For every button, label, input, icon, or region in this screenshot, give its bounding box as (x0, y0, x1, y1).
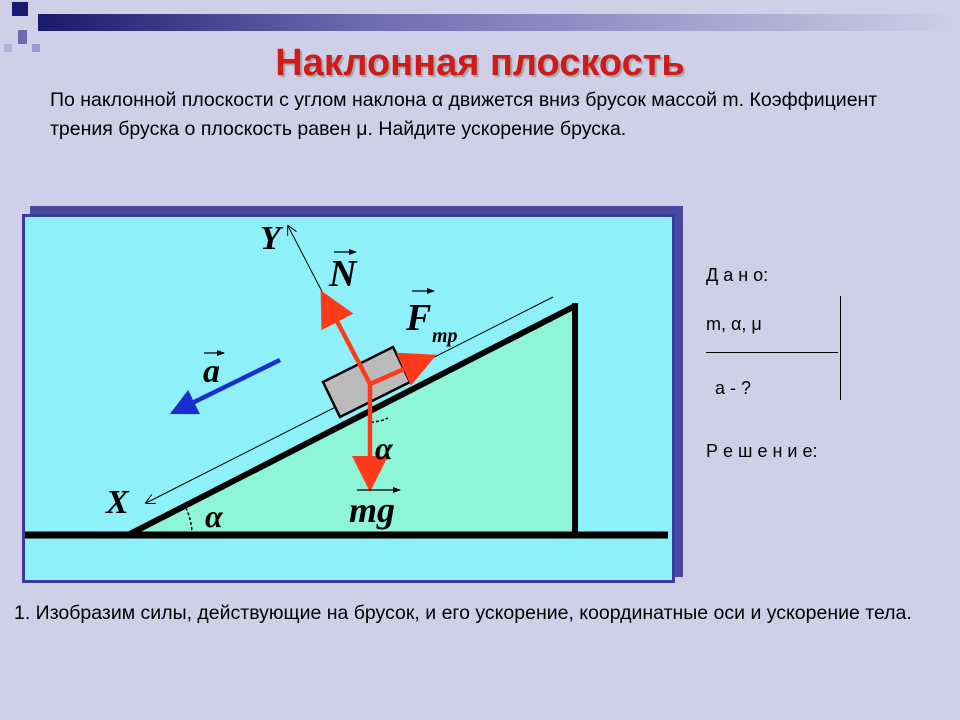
axis-x-label: X (106, 484, 129, 521)
acceleration-arrow (182, 360, 280, 408)
given-header: Д а н о: (706, 265, 769, 285)
given-divider-horizontal (706, 352, 838, 353)
problem-statement: По наклонной плоскости с углом наклона α движется вниз брусок массой m. Коэффициент трения бруска о плоскость равен μ. Найдите ускорение бруска. (50, 89, 878, 140)
angle-label-block: α (375, 430, 393, 466)
solution-step-1: 1. Изобразим силы, действующие на брусок, и его ускорение, координатные оси и ускорение тела. (14, 602, 912, 624)
given-values: m, α, μ (706, 314, 762, 334)
friction-force-subscript: тр (432, 325, 458, 347)
friction-force-label: F (406, 297, 432, 339)
angle-label-base: α (205, 498, 223, 534)
acceleration-label: a (203, 353, 220, 390)
given-divider-vertical (840, 296, 841, 400)
solution-header: Р е ш е н и е: (706, 441, 818, 461)
normal-force-label: N (329, 253, 357, 295)
gravity-force-label: mg (349, 490, 396, 530)
unknown-value: а - ? (715, 378, 752, 398)
axis-y-label: Y (260, 220, 281, 257)
page-title: Наклонная плоскость (275, 42, 685, 84)
